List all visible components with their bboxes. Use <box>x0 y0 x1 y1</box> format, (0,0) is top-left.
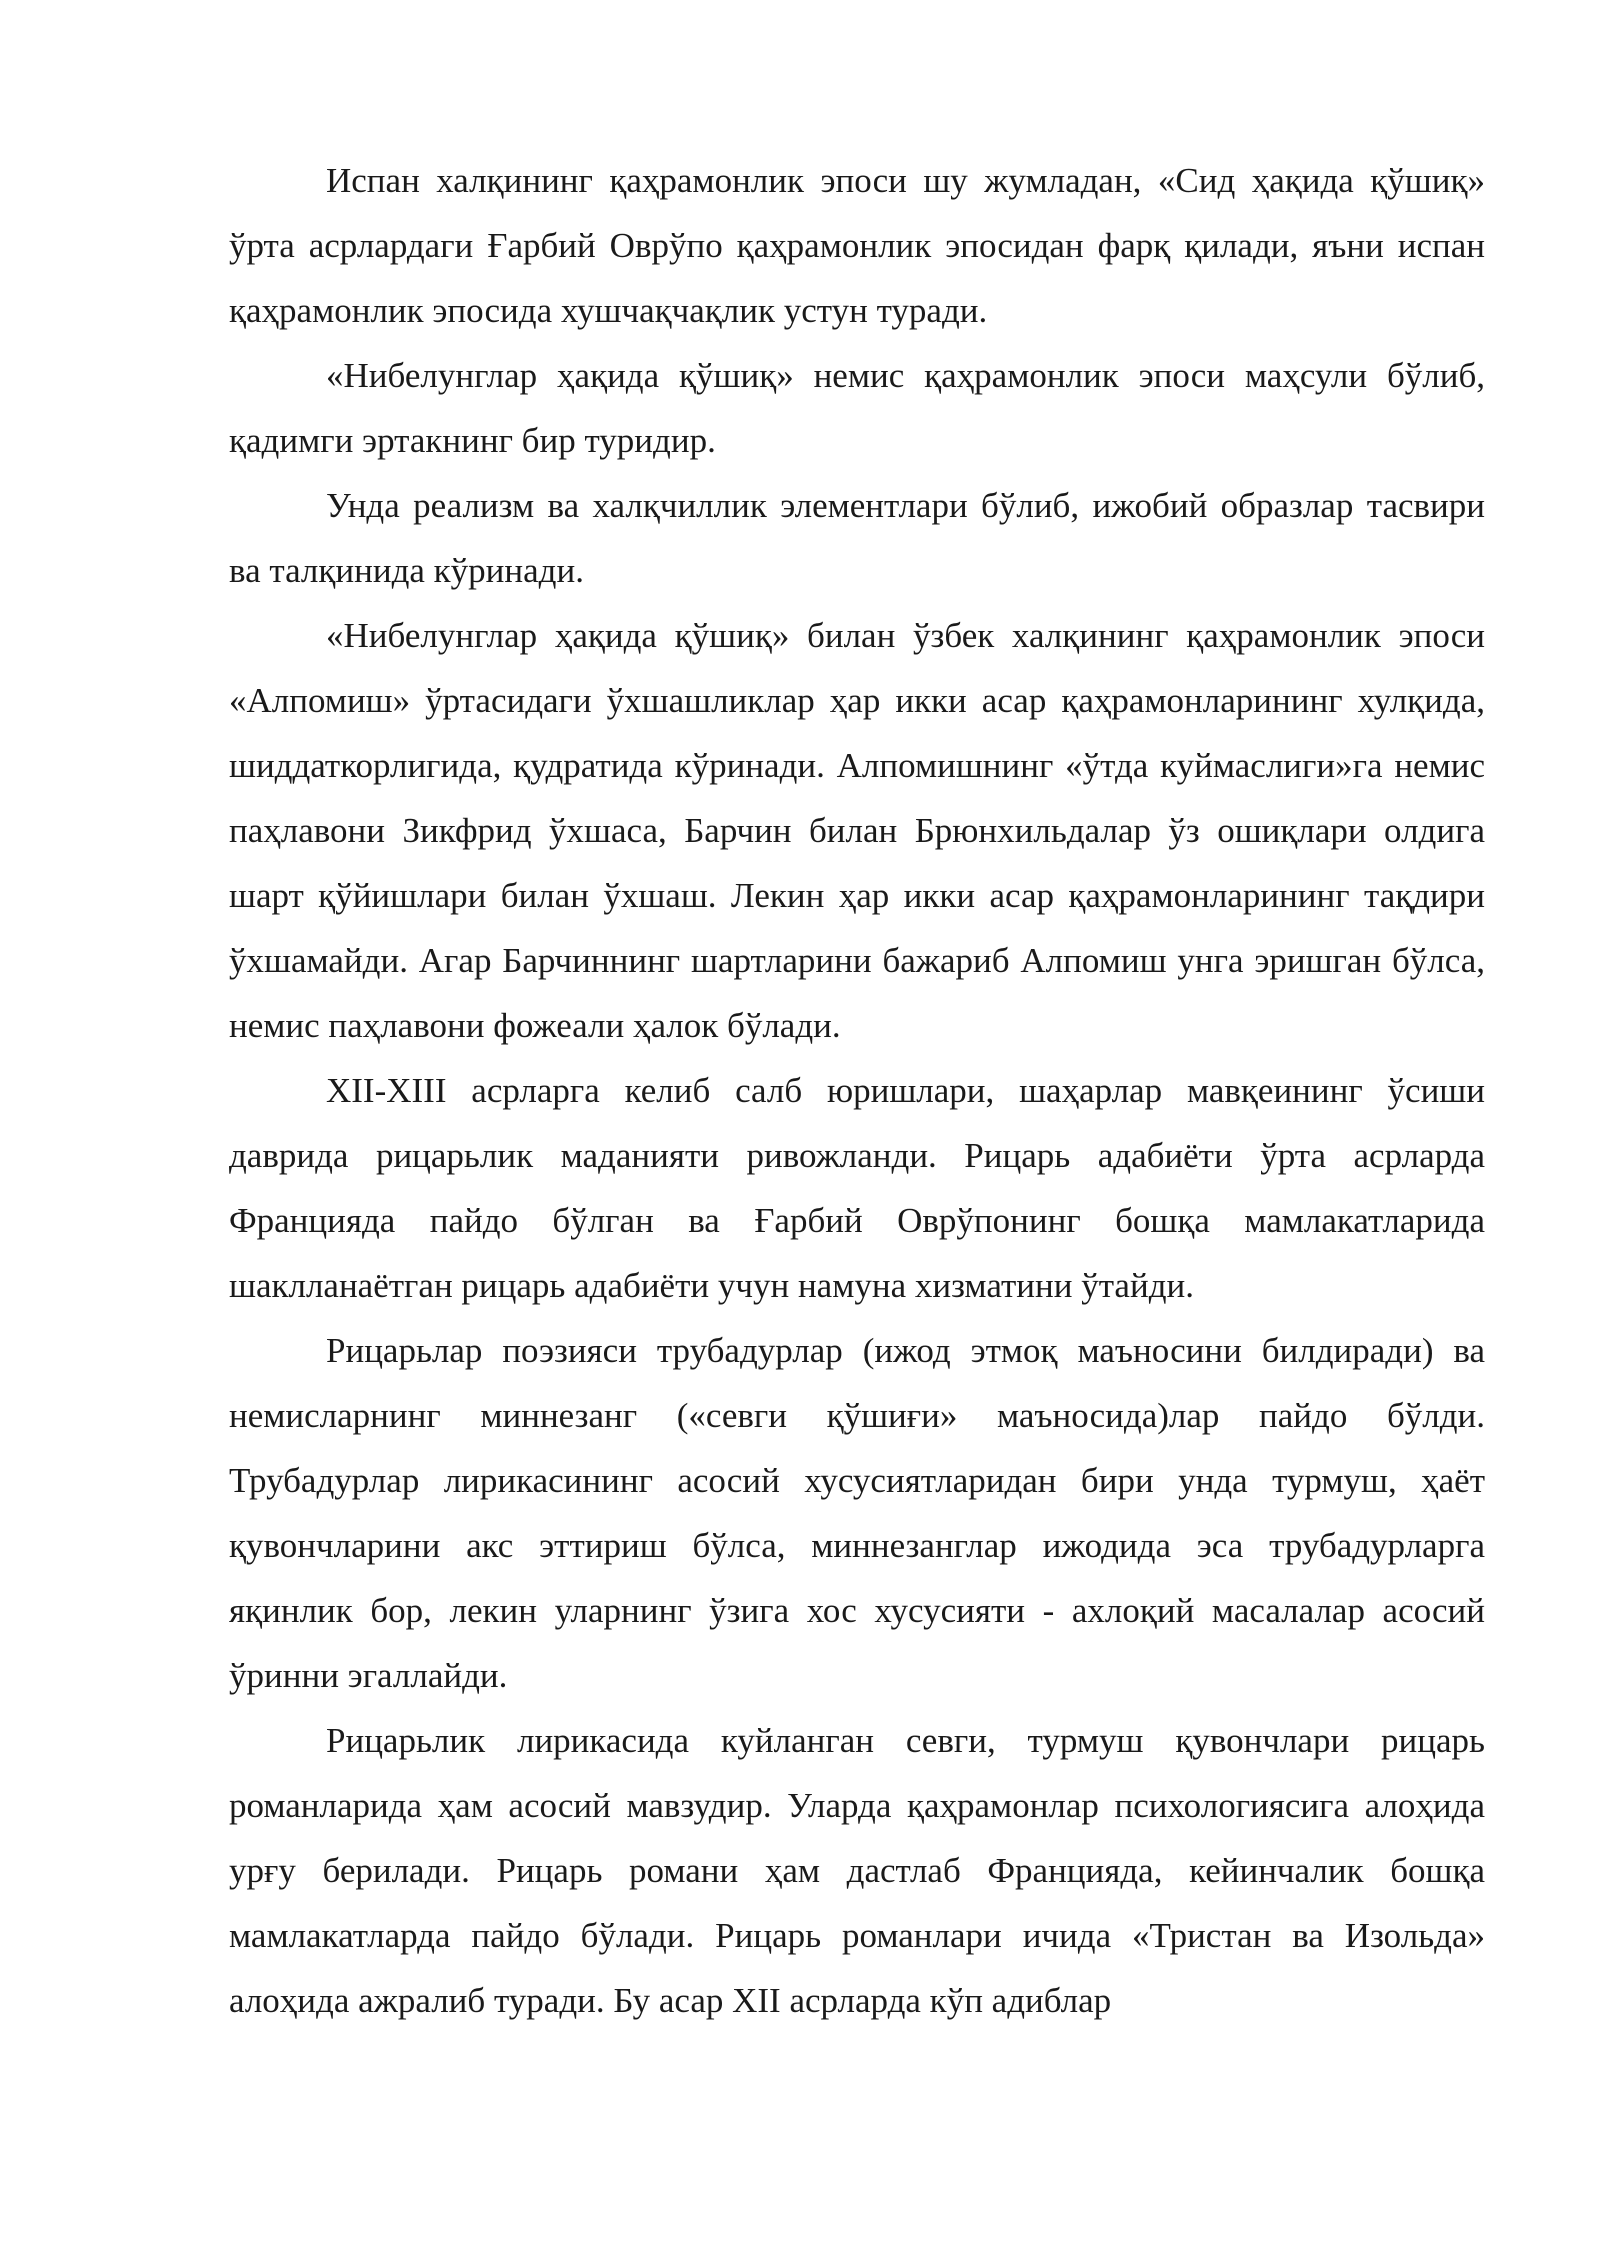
paragraph: Рицарьлик лирикасида куйланган севги, турмуш қувончлари рицарь романларида ҳам асосий мавзудир. Уларда қаҳрамонлар психологиясига алоҳида урғу берилади. Рицарь романи ҳам дастлаб Францияда, кейинчалик бошқа мамлакатларда пайдо бўлади. Рицарь романлари ичида «Тристан ва Изольда» алоҳида ажралиб туради. Бу асар XII асрларда кўп адиблар <box>229 1721 1485 2020</box>
paragraph: XII-XIII асрларга келиб салб юришлари, шаҳарлар мавқеининг ўсиши даврида рицарьлик маданияти ривожланди. Рицарь адабиёти ўрта асрларда Францияда пайдо бўлган ва Ғарбий Оврўпонинг бошқа мамлакатларида шаклланаётган рицарь адабиёти учун намуна хизматини ўтайди. <box>229 1071 1485 1305</box>
document-body <box>229 148 1485 2033</box>
paragraph: Испан халқининг қаҳрамонлик эпоси шу жумладан, «Сид ҳақида қўшиқ» ўрта асрлардаги Ғарбий Оврўпо қаҳрамонлик эпосидан фарқ қилади, яъни испан қаҳрамонлик эпосида хушчақчақлик устун туради. <box>229 161 1485 330</box>
paragraph: Рицарьлар поэзияси трубадурлар (ижод этмоқ маъносини билдиради) ва немисларнинг миннезанг («севги қўшиғи» маъносида)лар пайдо бўлди. Трубадурлар лирикасининг асосий хусусиятларидан бири унда турмуш, ҳаёт қувончларини акс эттириш бўлса, миннезанглар ижодида эса трубадурларга яқинлик бор, лекин уларнинг ўзига хос хусусияти - ахлоқий масалалар асосий ўринни эгаллайди. <box>229 1331 1485 1695</box>
paragraph: Унда реализм ва халқчиллик элементлари бўлиб, ижобий образлар тасвири ва талқинида кўринади. <box>229 486 1485 590</box>
paragraph: «Нибелунглар ҳақида қўшиқ» билан ўзбек халқининг қаҳрамонлик эпоси «Алпомиш» ўртасидаги ўхшашликлар ҳар икки асар қаҳрамонларининг хулқида, шиддаткорлигида, қудратида кўринади. Алпомишнинг «ўтда куймаслиги»га немис паҳлавони Зикфрид ўхшаса, Барчин билан Брюнхильдалар ўз ошиқлари олдига шарт қўйишлари билан ўхшаш. Лекин ҳар икки асар қаҳрамонларининг тақдири ўхшамайди. Агар Барчиннинг шартларини бажариб Алпомиш унга эришган бўлса, немис паҳлавони фожеали ҳалок бўлади. <box>229 616 1485 1045</box>
paragraph: «Нибелунглар ҳақида қўшиқ» немис қаҳрамонлик эпоси маҳсули бўлиб, қадимги эртакнинг бир туридир. <box>229 356 1485 460</box>
